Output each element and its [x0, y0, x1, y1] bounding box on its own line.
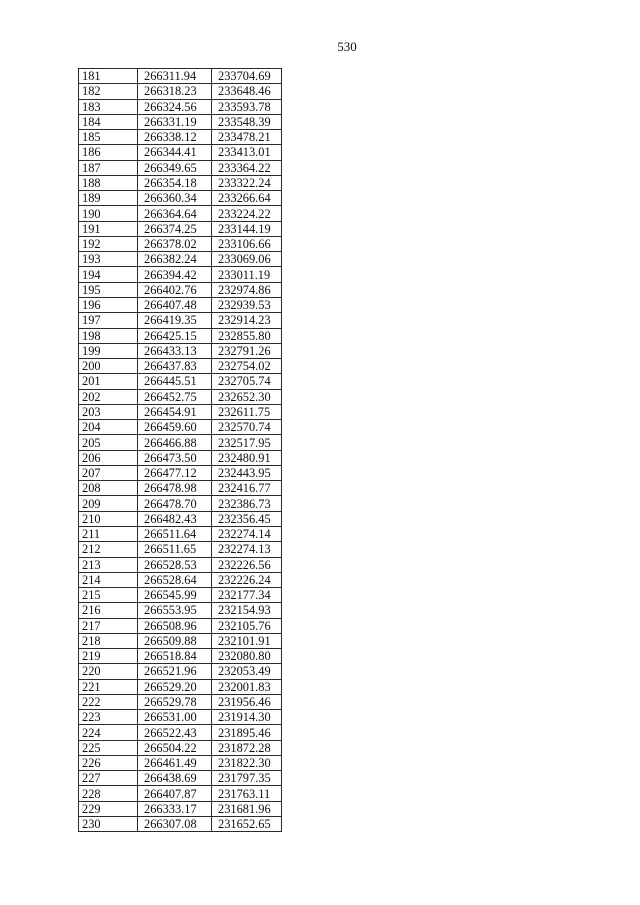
point-number-cell: 218 [79, 633, 138, 648]
y-coordinate-cell: 232855.80 [212, 328, 282, 343]
x-coordinate-cell: 266338.12 [138, 130, 212, 145]
x-coordinate-cell: 266360.34 [138, 191, 212, 206]
y-coordinate-cell: 233648.46 [212, 84, 282, 99]
y-coordinate-cell: 231797.35 [212, 771, 282, 786]
x-coordinate-cell: 266349.65 [138, 160, 212, 175]
x-coordinate-cell: 266374.25 [138, 221, 212, 236]
point-number-cell: 226 [79, 755, 138, 770]
table-row [79, 511, 282, 526]
point-number-cell: 208 [79, 481, 138, 496]
y-coordinate-cell: 233011.19 [212, 267, 282, 282]
table-row [79, 191, 282, 206]
table-row [79, 206, 282, 221]
point-number-cell: 203 [79, 404, 138, 419]
table-row [79, 817, 282, 832]
x-coordinate-cell: 266461.49 [138, 755, 212, 770]
coordinates-table [78, 68, 282, 832]
y-coordinate-cell: 232274.14 [212, 526, 282, 541]
y-coordinate-cell: 232105.76 [212, 618, 282, 633]
table-row [79, 99, 282, 114]
table-row [79, 572, 282, 587]
x-coordinate-cell: 266478.70 [138, 496, 212, 511]
point-number-cell: 181 [79, 69, 138, 84]
x-coordinate-cell: 266531.00 [138, 710, 212, 725]
x-coordinate-cell: 266466.88 [138, 435, 212, 450]
y-coordinate-cell: 233106.66 [212, 236, 282, 251]
point-number-cell: 195 [79, 282, 138, 297]
x-coordinate-cell: 266553.95 [138, 603, 212, 618]
table-row [79, 328, 282, 343]
table-row [79, 343, 282, 358]
x-coordinate-cell: 266522.43 [138, 725, 212, 740]
point-number-cell: 216 [79, 603, 138, 618]
point-number-cell: 188 [79, 175, 138, 190]
x-coordinate-cell: 266478.98 [138, 481, 212, 496]
y-coordinate-cell: 231872.28 [212, 740, 282, 755]
y-coordinate-cell: 233413.01 [212, 145, 282, 160]
point-number-cell: 229 [79, 801, 138, 816]
x-coordinate-cell: 266521.96 [138, 664, 212, 679]
point-number-cell: 219 [79, 649, 138, 664]
table-row [79, 435, 282, 450]
y-coordinate-cell: 233144.19 [212, 221, 282, 236]
y-coordinate-cell: 232053.49 [212, 664, 282, 679]
y-coordinate-cell: 233266.64 [212, 191, 282, 206]
y-coordinate-cell: 231652.65 [212, 817, 282, 832]
point-number-cell: 221 [79, 679, 138, 694]
point-number-cell: 204 [79, 420, 138, 435]
table-row [79, 221, 282, 236]
y-coordinate-cell: 233322.24 [212, 175, 282, 190]
point-number-cell: 205 [79, 435, 138, 450]
point-number-cell: 189 [79, 191, 138, 206]
table-row [79, 420, 282, 435]
point-number-cell: 199 [79, 343, 138, 358]
table-row [79, 236, 282, 251]
x-coordinate-cell: 266477.12 [138, 465, 212, 480]
point-number-cell: 182 [79, 84, 138, 99]
x-coordinate-cell: 266528.64 [138, 572, 212, 587]
y-coordinate-cell: 233224.22 [212, 206, 282, 221]
point-number-cell: 200 [79, 359, 138, 374]
y-coordinate-cell: 233069.06 [212, 252, 282, 267]
x-coordinate-cell: 266437.83 [138, 359, 212, 374]
y-coordinate-cell: 232080.80 [212, 649, 282, 664]
x-coordinate-cell: 266333.17 [138, 801, 212, 816]
y-coordinate-cell: 233478.21 [212, 130, 282, 145]
point-number-cell: 225 [79, 740, 138, 755]
y-coordinate-cell: 231681.96 [212, 801, 282, 816]
x-coordinate-cell: 266459.60 [138, 420, 212, 435]
y-coordinate-cell: 231763.11 [212, 786, 282, 801]
y-coordinate-cell: 232416.77 [212, 481, 282, 496]
x-coordinate-cell: 266419.35 [138, 313, 212, 328]
point-number-cell: 198 [79, 328, 138, 343]
point-number-cell: 212 [79, 542, 138, 557]
table-row [79, 297, 282, 312]
y-coordinate-cell: 232356.45 [212, 511, 282, 526]
table-row [79, 313, 282, 328]
table-row [79, 252, 282, 267]
y-coordinate-cell: 232226.56 [212, 557, 282, 572]
point-number-cell: 207 [79, 465, 138, 480]
y-coordinate-cell: 232652.30 [212, 389, 282, 404]
y-coordinate-cell: 232939.53 [212, 297, 282, 312]
x-coordinate-cell: 266518.84 [138, 649, 212, 664]
table-row [79, 786, 282, 801]
page-number: 530 [337, 39, 357, 54]
table-row [79, 755, 282, 770]
y-coordinate-cell: 232480.91 [212, 450, 282, 465]
table-row [79, 175, 282, 190]
table-row [79, 618, 282, 633]
table-row [79, 481, 282, 496]
point-number-cell: 185 [79, 130, 138, 145]
table-row [79, 69, 282, 84]
y-coordinate-cell: 232914.23 [212, 313, 282, 328]
point-number-cell: 192 [79, 236, 138, 251]
y-coordinate-cell: 232791.26 [212, 343, 282, 358]
point-number-cell: 183 [79, 99, 138, 114]
coordinates-table-body [79, 69, 282, 832]
y-coordinate-cell: 233593.78 [212, 99, 282, 114]
y-coordinate-cell: 232274.13 [212, 542, 282, 557]
point-number-cell: 228 [79, 786, 138, 801]
point-number-cell: 209 [79, 496, 138, 511]
y-coordinate-cell: 231956.46 [212, 694, 282, 709]
x-coordinate-cell: 266407.48 [138, 297, 212, 312]
table-row [79, 679, 282, 694]
table-row [79, 694, 282, 709]
x-coordinate-cell: 266402.76 [138, 282, 212, 297]
x-coordinate-cell: 266504.22 [138, 740, 212, 755]
table-row [79, 588, 282, 603]
table-row [79, 465, 282, 480]
table-row [79, 359, 282, 374]
point-number-cell: 206 [79, 450, 138, 465]
x-coordinate-cell: 266508.96 [138, 618, 212, 633]
x-coordinate-cell: 266344.41 [138, 145, 212, 160]
table-row [79, 649, 282, 664]
x-coordinate-cell: 266454.91 [138, 404, 212, 419]
x-coordinate-cell: 266445.51 [138, 374, 212, 389]
y-coordinate-cell: 232974.86 [212, 282, 282, 297]
table-row [79, 450, 282, 465]
point-number-cell: 193 [79, 252, 138, 267]
y-coordinate-cell: 232443.95 [212, 465, 282, 480]
point-number-cell: 190 [79, 206, 138, 221]
point-number-cell: 201 [79, 374, 138, 389]
table-row [79, 771, 282, 786]
point-number-cell: 202 [79, 389, 138, 404]
point-number-cell: 217 [79, 618, 138, 633]
table-row [79, 801, 282, 816]
y-coordinate-cell: 232611.75 [212, 404, 282, 419]
x-coordinate-cell: 266529.78 [138, 694, 212, 709]
x-coordinate-cell: 266324.56 [138, 99, 212, 114]
point-number-cell: 230 [79, 817, 138, 832]
table-row [79, 664, 282, 679]
y-coordinate-cell: 232177.34 [212, 588, 282, 603]
y-coordinate-cell: 232101.91 [212, 633, 282, 648]
y-coordinate-cell: 232386.73 [212, 496, 282, 511]
table-row [79, 710, 282, 725]
point-number-cell: 214 [79, 572, 138, 587]
x-coordinate-cell: 266452.75 [138, 389, 212, 404]
point-number-cell: 197 [79, 313, 138, 328]
y-coordinate-cell: 231895.46 [212, 725, 282, 740]
x-coordinate-cell: 266364.64 [138, 206, 212, 221]
x-coordinate-cell: 266438.69 [138, 771, 212, 786]
point-number-cell: 224 [79, 725, 138, 740]
x-coordinate-cell: 266354.18 [138, 175, 212, 190]
x-coordinate-cell: 266509.88 [138, 633, 212, 648]
table-row [79, 130, 282, 145]
x-coordinate-cell: 266425.15 [138, 328, 212, 343]
point-number-cell: 220 [79, 664, 138, 679]
y-coordinate-cell: 233364.22 [212, 160, 282, 175]
table-row [79, 84, 282, 99]
point-number-cell: 210 [79, 511, 138, 526]
x-coordinate-cell: 266378.02 [138, 236, 212, 251]
point-number-cell: 191 [79, 221, 138, 236]
table-row [79, 145, 282, 160]
table-row [79, 526, 282, 541]
table-row [79, 160, 282, 175]
y-coordinate-cell: 232705.74 [212, 374, 282, 389]
point-number-cell: 187 [79, 160, 138, 175]
x-coordinate-cell: 266473.50 [138, 450, 212, 465]
point-number-cell: 184 [79, 114, 138, 129]
x-coordinate-cell: 266529.20 [138, 679, 212, 694]
point-number-cell: 227 [79, 771, 138, 786]
x-coordinate-cell: 266528.53 [138, 557, 212, 572]
table-row [79, 603, 282, 618]
point-number-cell: 215 [79, 588, 138, 603]
x-coordinate-cell: 266382.24 [138, 252, 212, 267]
table-row [79, 740, 282, 755]
x-coordinate-cell: 266311.94 [138, 69, 212, 84]
point-number-cell: 194 [79, 267, 138, 282]
y-coordinate-cell: 232001.83 [212, 679, 282, 694]
y-coordinate-cell: 233704.69 [212, 69, 282, 84]
y-coordinate-cell: 232570.74 [212, 420, 282, 435]
x-coordinate-cell: 266545.99 [138, 588, 212, 603]
y-coordinate-cell: 232754.02 [212, 359, 282, 374]
x-coordinate-cell: 266394.42 [138, 267, 212, 282]
table-row [79, 374, 282, 389]
point-number-cell: 196 [79, 297, 138, 312]
point-number-cell: 222 [79, 694, 138, 709]
table-row [79, 389, 282, 404]
table-row [79, 404, 282, 419]
y-coordinate-cell: 231914.30 [212, 710, 282, 725]
table-row [79, 725, 282, 740]
x-coordinate-cell: 266482.43 [138, 511, 212, 526]
x-coordinate-cell: 266433.13 [138, 343, 212, 358]
y-coordinate-cell: 233548.39 [212, 114, 282, 129]
y-coordinate-cell: 232154.93 [212, 603, 282, 618]
point-number-cell: 223 [79, 710, 138, 725]
x-coordinate-cell: 266511.65 [138, 542, 212, 557]
y-coordinate-cell: 231822.30 [212, 755, 282, 770]
x-coordinate-cell: 266318.23 [138, 84, 212, 99]
x-coordinate-cell: 266511.64 [138, 526, 212, 541]
y-coordinate-cell: 232226.24 [212, 572, 282, 587]
table-row [79, 282, 282, 297]
x-coordinate-cell: 266331.19 [138, 114, 212, 129]
y-coordinate-cell: 232517.95 [212, 435, 282, 450]
point-number-cell: 186 [79, 145, 138, 160]
table-row [79, 542, 282, 557]
point-number-cell: 211 [79, 526, 138, 541]
table-row [79, 633, 282, 648]
x-coordinate-cell: 266407.87 [138, 786, 212, 801]
point-number-cell: 213 [79, 557, 138, 572]
table-row [79, 557, 282, 572]
table-row [79, 496, 282, 511]
x-coordinate-cell: 266307.08 [138, 817, 212, 832]
table-row [79, 114, 282, 129]
table-row [79, 267, 282, 282]
